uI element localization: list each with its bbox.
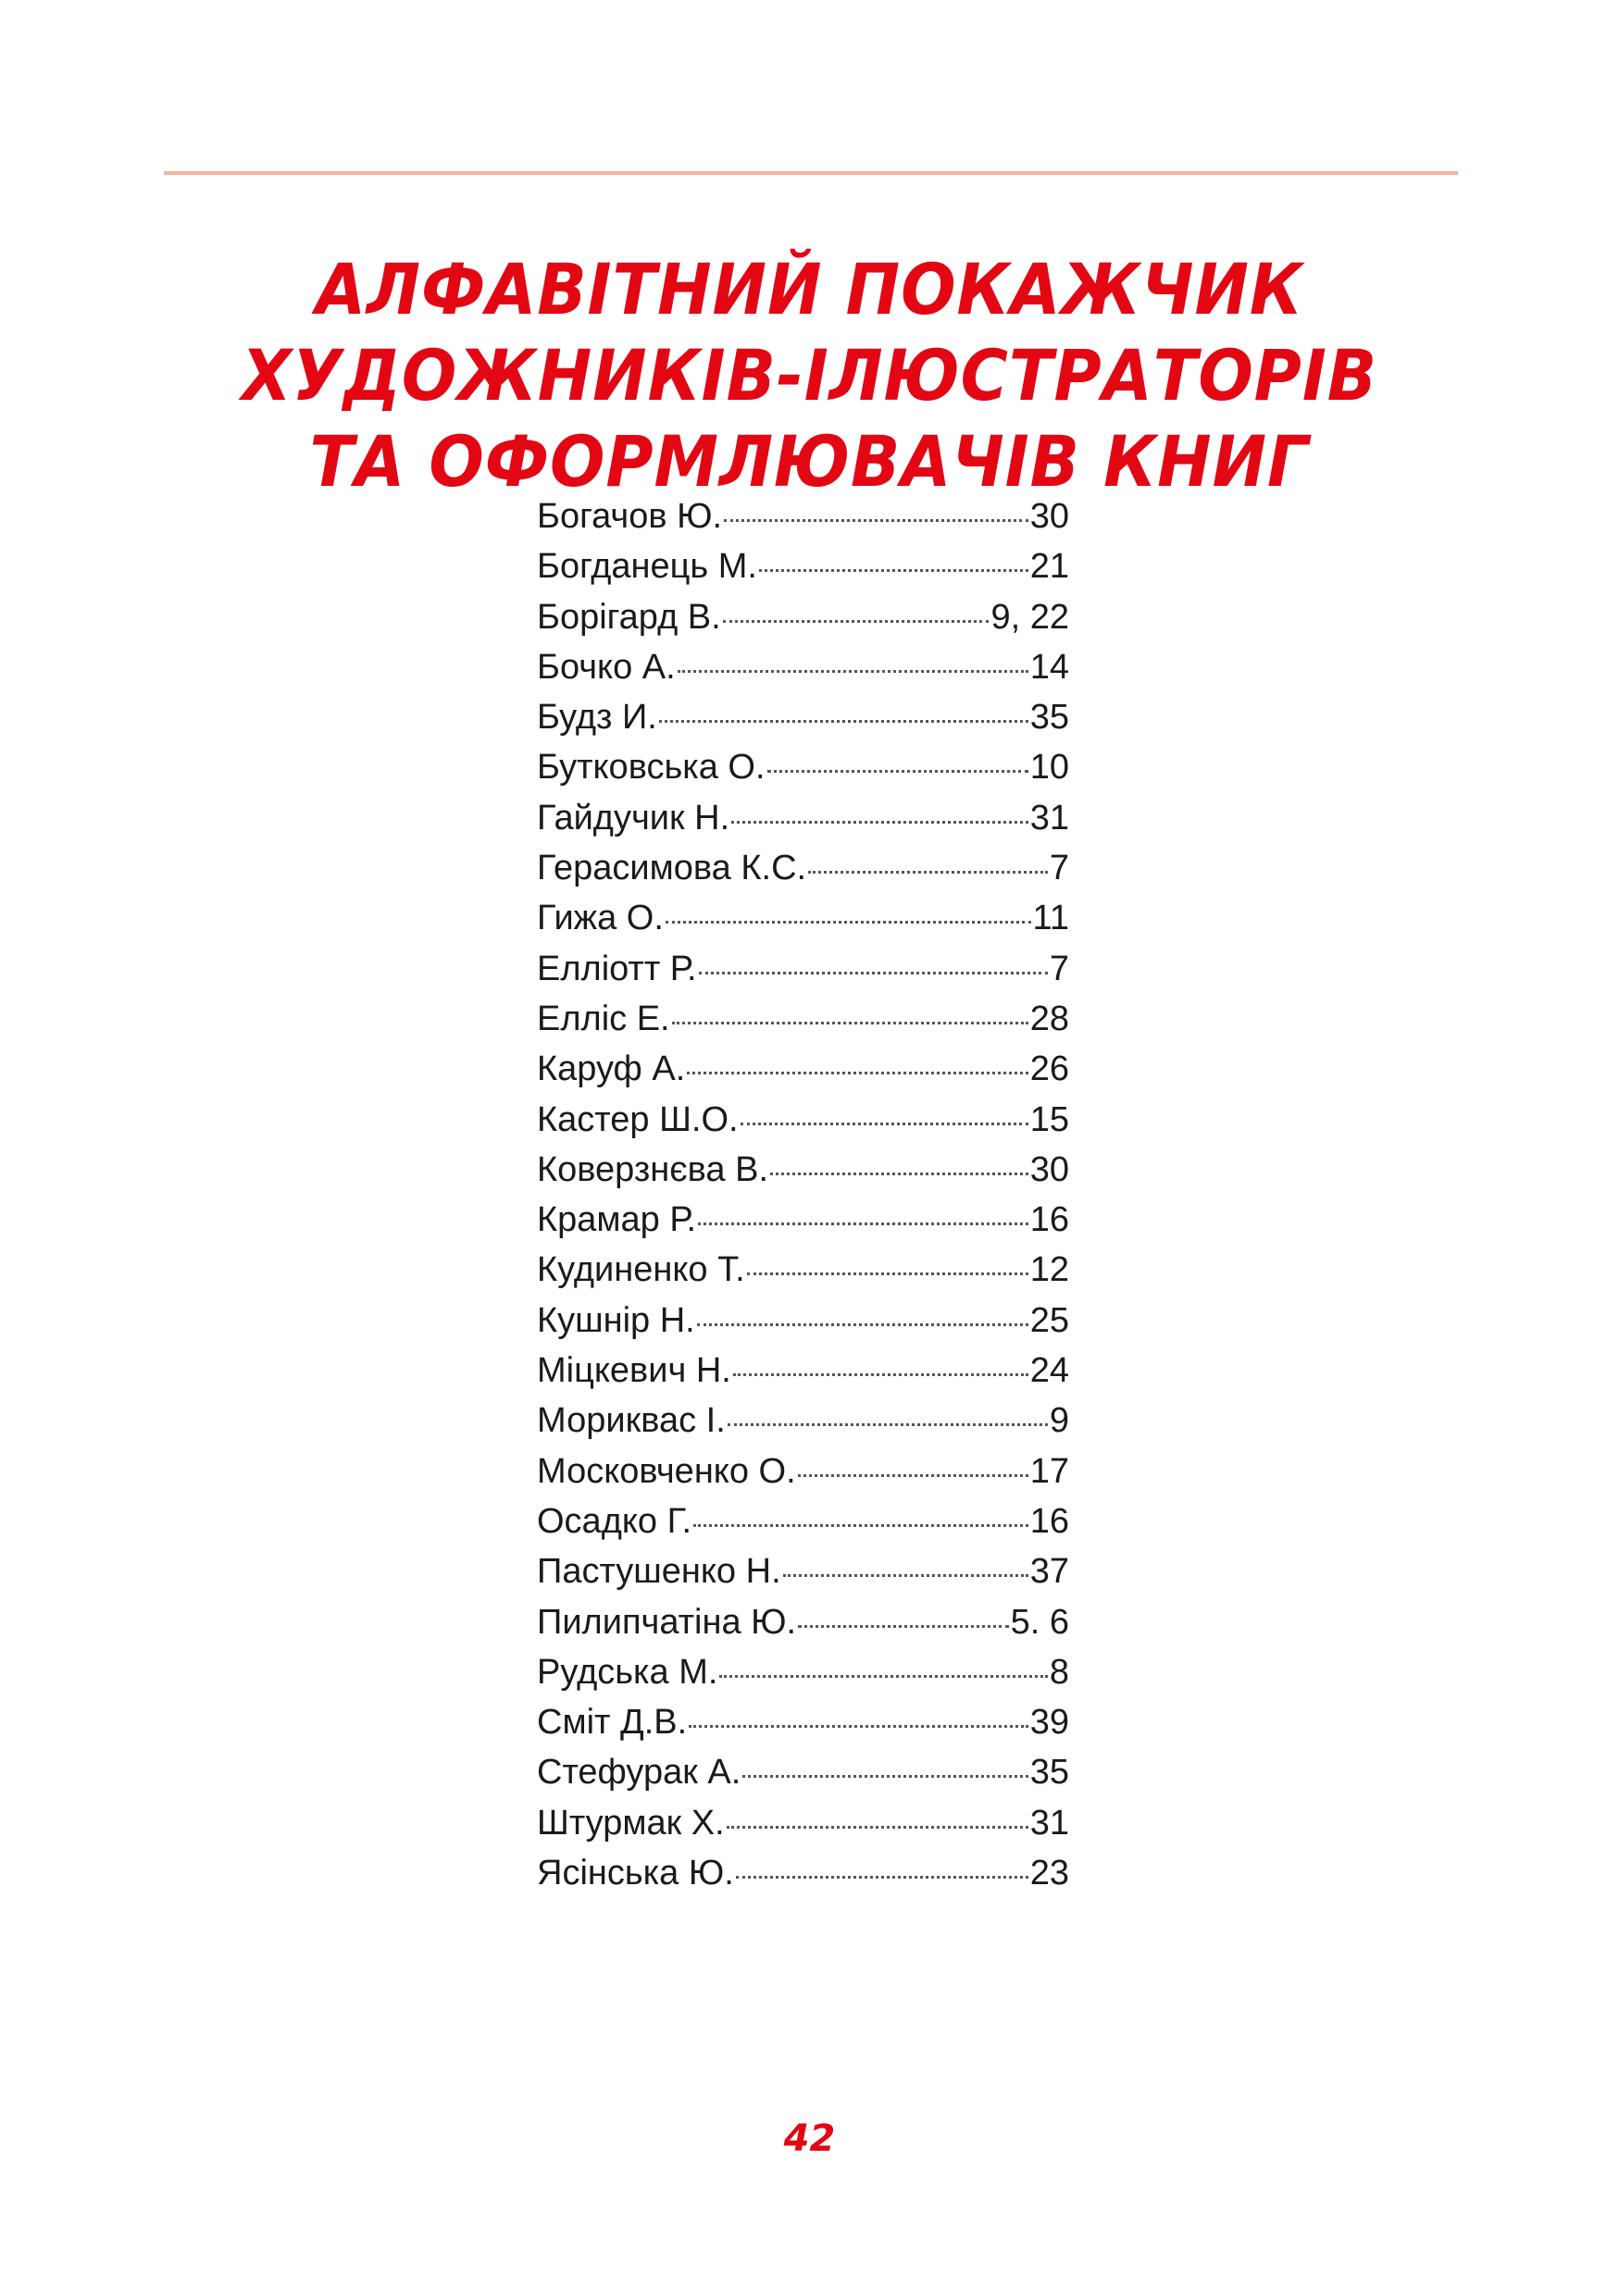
entry-page-number: 35: [1029, 1753, 1069, 1793]
dot-leader: [770, 1173, 1028, 1175]
entry-name: Герасимова К.С.: [537, 849, 807, 888]
entry-name: Будз И.: [537, 698, 657, 738]
entry-name: Бочко А.: [537, 647, 676, 687]
entry-name: Борігард В.: [537, 597, 721, 637]
entry-page-number: 9: [1049, 1401, 1069, 1441]
entry-name: Стефурак А.: [537, 1753, 741, 1793]
entry-page-number: 16: [1029, 1501, 1069, 1541]
entry-page-number: 23: [1029, 1854, 1069, 1893]
entry-name: Кушнір Н.: [537, 1300, 695, 1340]
dot-leader: [666, 921, 1031, 924]
dot-leader: [678, 670, 1028, 673]
dot-leader: [689, 1725, 1028, 1728]
entry-page-number: 5. 6: [1010, 1602, 1069, 1642]
entry-page-number: 17: [1029, 1451, 1069, 1491]
dot-leader: [798, 1474, 1028, 1477]
entry-name: Гайдучик Н.: [537, 798, 730, 838]
index-entry: [537, 698, 1069, 748]
dot-leader: [699, 972, 1048, 974]
entry-name: Еллiотт Р.: [537, 949, 697, 988]
entry-name: Московченко О.: [537, 1451, 796, 1491]
illustrator-index-list: [537, 497, 1069, 1904]
dot-leader: [736, 1876, 1028, 1879]
entry-page-number: 31: [1029, 1803, 1069, 1843]
entry-name: Бутковська О.: [537, 748, 766, 788]
index-entry: [537, 1753, 1069, 1803]
index-entry: [537, 1603, 1069, 1653]
dot-leader: [741, 1123, 1028, 1125]
index-entry: [537, 799, 1069, 849]
entry-name: Ясінська Ю.: [537, 1854, 734, 1893]
index-entry: [537, 1250, 1069, 1300]
entry-name: Каруф А.: [537, 1049, 686, 1089]
dot-leader: [728, 1423, 1048, 1426]
index-entry: [537, 1552, 1069, 1602]
dot-leader: [672, 1022, 1028, 1024]
index-entry: [537, 1854, 1069, 1904]
entry-name: Мориквас І.: [537, 1401, 726, 1441]
index-entry: [537, 598, 1069, 648]
index-entry: [537, 1804, 1069, 1854]
index-entry: [537, 999, 1069, 1049]
entry-name: Коверзнєва В.: [537, 1149, 769, 1189]
index-entry: [537, 1351, 1069, 1401]
entry-page-number: 31: [1029, 798, 1069, 838]
entry-name: Міцкевич Н.: [537, 1351, 731, 1391]
entry-page-number: 26: [1029, 1049, 1069, 1089]
entry-page-number: 10: [1029, 748, 1069, 788]
entry-name: Сміт Д.В.: [537, 1703, 688, 1743]
index-entry: [537, 1502, 1069, 1552]
entry-page-number: 24: [1029, 1351, 1069, 1391]
entry-name: Богданець М.: [537, 547, 757, 587]
entry-page-number: 25: [1029, 1300, 1069, 1340]
dot-leader: [659, 720, 1028, 723]
entry-page-number: 30: [1029, 1149, 1069, 1189]
index-entry: [537, 1703, 1069, 1753]
dot-leader: [783, 1574, 1028, 1577]
dot-leader: [719, 1675, 1047, 1678]
dot-leader: [724, 519, 1028, 522]
entry-name: Крамар Р.: [537, 1200, 697, 1240]
entry-name: Пилипчатіна Ю.: [537, 1602, 797, 1642]
dot-leader: [767, 770, 1028, 773]
dot-leader: [747, 1272, 1028, 1275]
entry-name: Пастушенко Н.: [537, 1552, 781, 1592]
entry-page-number: 9, 22: [990, 597, 1069, 637]
dot-leader: [693, 1524, 1028, 1527]
dot-leader: [733, 1373, 1028, 1376]
entry-page-number: 30: [1029, 497, 1069, 536]
dot-leader: [759, 569, 1028, 572]
index-entry: [537, 1452, 1069, 1502]
entry-page-number: 28: [1029, 999, 1069, 1038]
entry-name: Штурмак Х.: [537, 1803, 725, 1843]
entry-page-number: 35: [1029, 698, 1069, 738]
entry-name: Богачов Ю.: [537, 497, 723, 536]
index-entry: [537, 949, 1069, 999]
entry-page-number: 16: [1029, 1200, 1069, 1240]
dot-leader: [798, 1625, 1009, 1628]
index-entry: [537, 899, 1069, 949]
entry-name: Осадко Г.: [537, 1501, 692, 1541]
index-entry: [537, 1150, 1069, 1200]
title-line-3: ТА ОФОРМЛЮВАЧІВ КНИГ: [309, 419, 1310, 503]
entry-name: Кудиненко Т.: [537, 1250, 745, 1290]
title-line-1: АЛФАВІТНИЙ ПОКАЖЧИК: [316, 247, 1303, 330]
top-divider: [164, 171, 1458, 175]
entry-name: Елліс Е.: [537, 999, 670, 1038]
index-entry: [537, 1049, 1069, 1099]
page-title: [0, 246, 1619, 504]
index-entry: [537, 1200, 1069, 1250]
page-number: 42: [783, 2117, 836, 2160]
dot-leader: [698, 1222, 1028, 1225]
dot-leader: [742, 1775, 1027, 1778]
entry-page-number: 8: [1049, 1652, 1069, 1692]
entry-page-number: 12: [1029, 1250, 1069, 1290]
entry-page-number: 21: [1029, 547, 1069, 587]
dot-leader: [723, 620, 990, 623]
entry-page-number: 7: [1049, 949, 1069, 988]
entry-page-number: 14: [1029, 647, 1069, 687]
index-entry: [537, 648, 1069, 698]
index-entry: [537, 547, 1069, 597]
index-entry: [537, 1653, 1069, 1703]
index-entry: [537, 497, 1069, 547]
index-entry: [537, 849, 1069, 899]
entry-page-number: 39: [1029, 1703, 1069, 1743]
entry-page-number: 7: [1049, 849, 1069, 888]
entry-page-number: 37: [1029, 1552, 1069, 1592]
dot-leader: [697, 1323, 1028, 1326]
entry-page-number: 15: [1029, 1099, 1069, 1139]
index-entry: [537, 748, 1069, 798]
index-entry: [537, 1100, 1069, 1150]
entry-name: Кастер Ш.О.: [537, 1099, 739, 1139]
title-line-2: ХУДОЖНИКІВ-ІЛЮСТРАТОРІВ: [241, 333, 1377, 416]
index-entry: [537, 1401, 1069, 1451]
dot-leader: [808, 871, 1048, 874]
entry-name: Гижа О.: [537, 899, 664, 938]
dot-leader: [727, 1826, 1028, 1829]
dot-leader: [731, 821, 1028, 824]
index-entry: [537, 1301, 1069, 1351]
dot-leader: [687, 1072, 1027, 1074]
entry-page-number: 11: [1032, 899, 1069, 938]
entry-name: Рудська М.: [537, 1652, 718, 1692]
